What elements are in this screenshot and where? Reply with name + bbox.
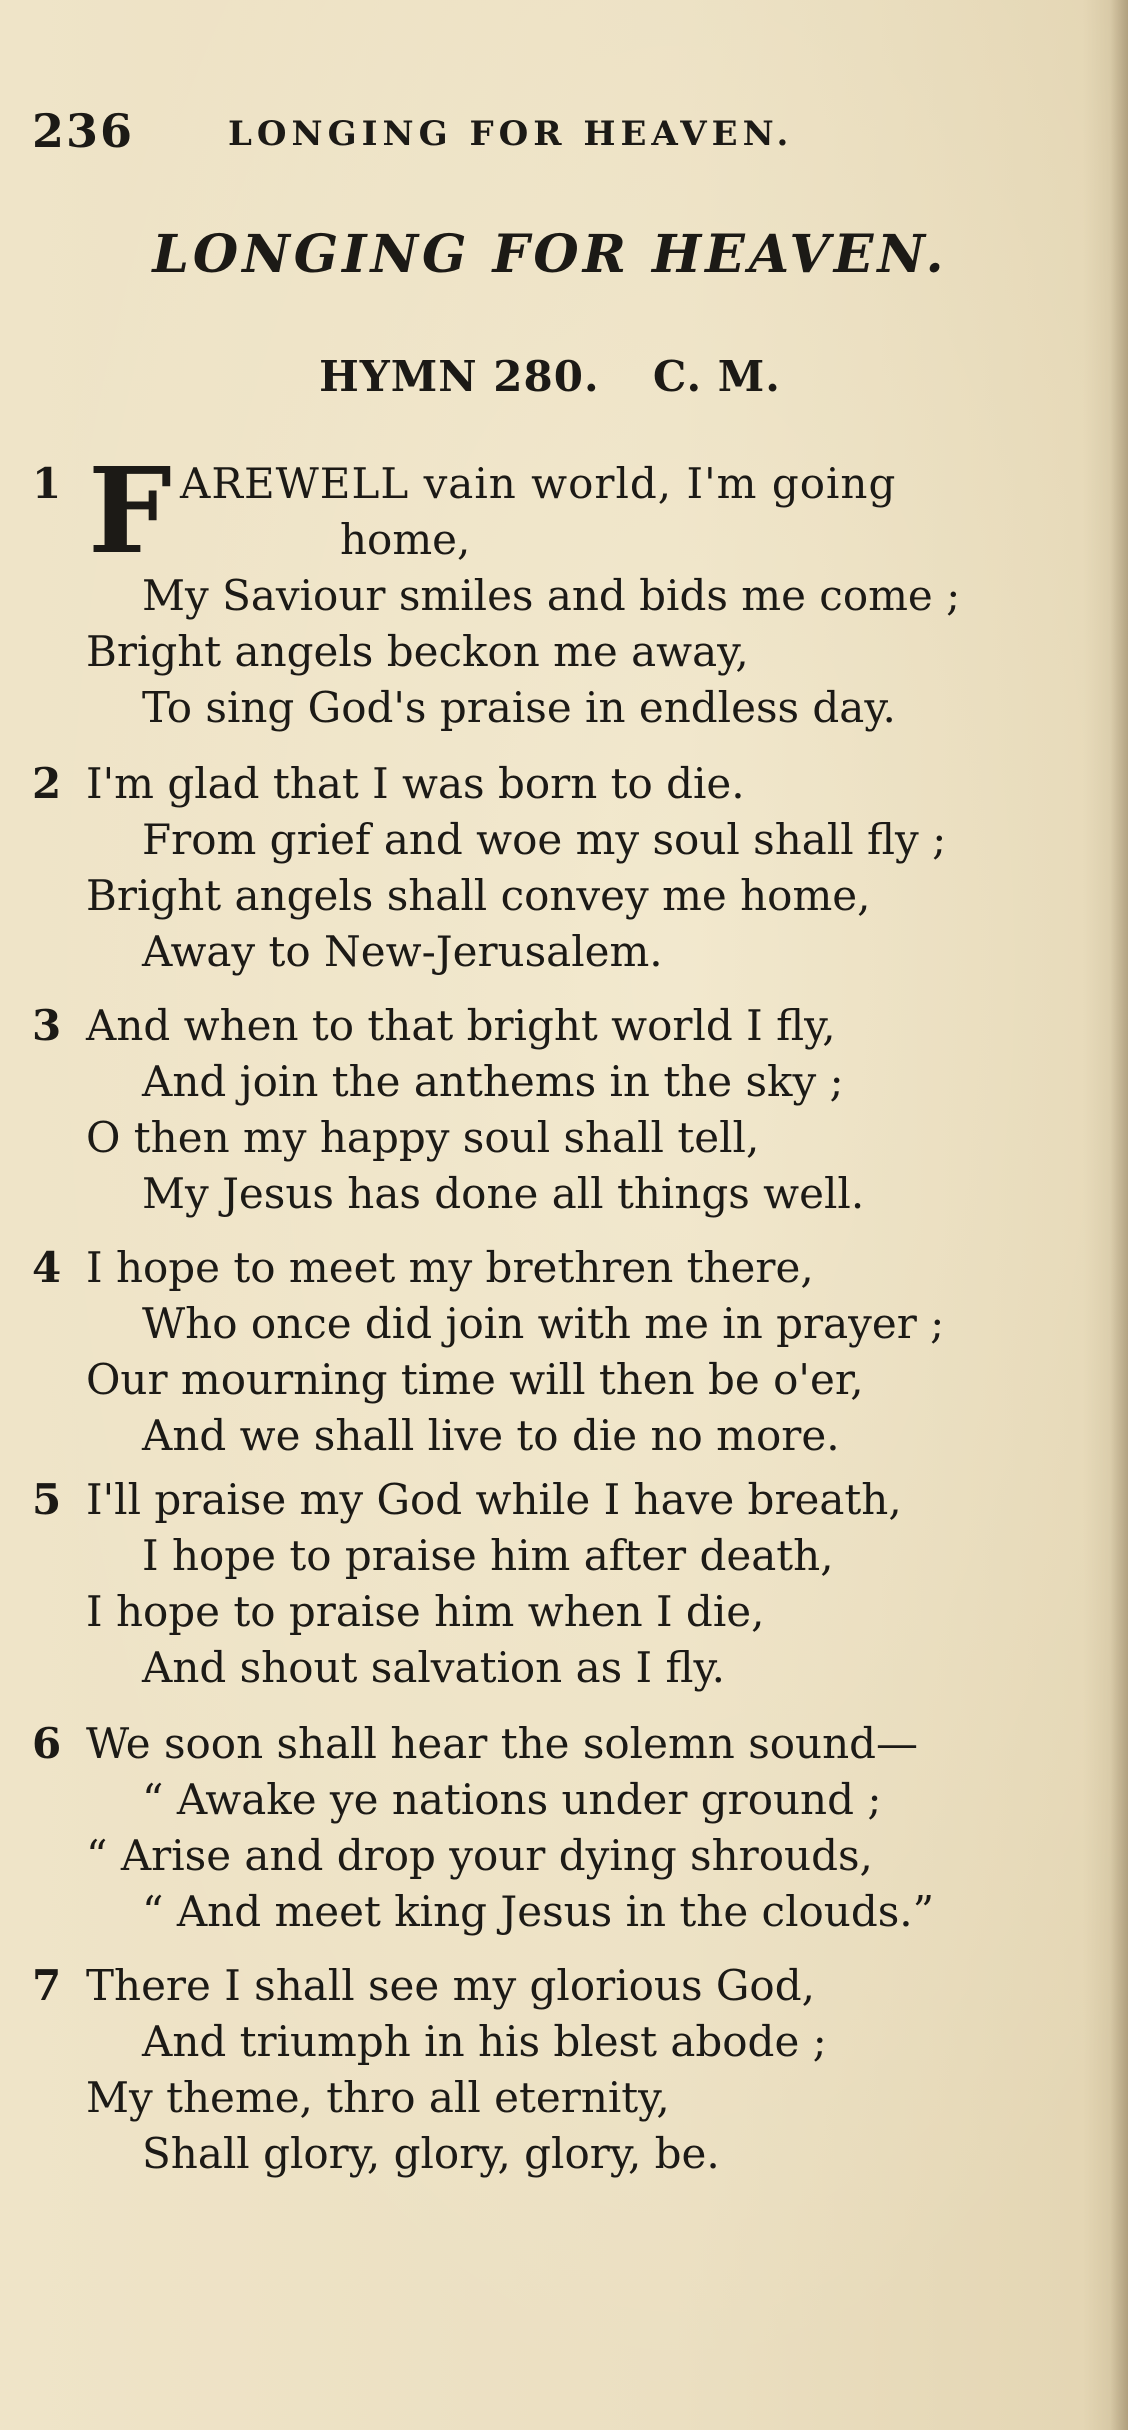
verse-number: 4 [32, 1243, 62, 1292]
section-title: LONGING FOR HEAVEN. [152, 224, 948, 285]
verse-line: home, [340, 515, 471, 564]
verse-line: Who once did join with me in prayer ; [142, 1299, 945, 1348]
hymn-heading [0, 352, 1100, 401]
verse-line: I hope to praise him when I die, [86, 1587, 765, 1636]
verse-line: “ Arise and drop your dying shrouds, [86, 1831, 873, 1880]
verse-line: O then my happy soul shall tell, [86, 1113, 760, 1162]
verse-line: We soon shall hear the solemn sound— [86, 1719, 919, 1768]
drop-cap: F [88, 441, 172, 580]
verse-line: There I shall see my glorious God, [86, 1961, 815, 2010]
verse-line: My Saviour smiles and bids me come ; [142, 571, 961, 620]
verse-line: And triumph in his blest abode ; [142, 2017, 827, 2066]
verse-number: 1 [32, 459, 62, 508]
verse-line: “ Awake ye nations under ground ; [142, 1775, 882, 1824]
verse-line: And when to that bright world I fly, [86, 1001, 836, 1050]
hymn-meter: C. M. [652, 352, 781, 401]
verse-line: Away to New-Jerusalem. [142, 927, 663, 976]
verse-number: 3 [32, 1001, 62, 1050]
verse-line: I hope to meet my brethren there, [86, 1243, 814, 1292]
verse-number: 2 [32, 759, 62, 808]
verse-line: Bright angels beckon me away, [86, 627, 749, 676]
verse-number: 7 [32, 1961, 62, 2010]
verse-line: “ And meet king Jesus in the clouds.” [142, 1887, 935, 1936]
running-title: LONGING FOR HEAVEN. [228, 114, 794, 154]
verse-number: 5 [32, 1475, 62, 1524]
hymn-number: HYMN 280. [319, 352, 600, 401]
verse-line: And join the anthems in the sky ; [142, 1057, 844, 1106]
verse-line: And we shall live to die no more. [142, 1411, 840, 1460]
verse-number: 6 [32, 1719, 62, 1768]
page-edge-shadow [1110, 0, 1128, 2430]
verse-line: I hope to praise him after death, [142, 1531, 834, 1580]
verse-line: My theme, thro all eternity, [86, 2073, 670, 2122]
verse-line: I'm glad that I was born to die. [86, 759, 745, 808]
page-number: 236 [32, 104, 135, 158]
verse-line: And shout salvation as I fly. [142, 1643, 725, 1692]
verse-line: Shall glory, glory, glory, be. [142, 2129, 720, 2178]
verse-line: Our mourning time will then be o'er, [86, 1355, 864, 1404]
verse-line: AREWELL vain world, I'm going [180, 459, 897, 508]
verse-line: I'll praise my God while I have breath, [86, 1475, 902, 1524]
verse-line: To sing God's praise in endless day. [142, 683, 896, 732]
running-header [32, 104, 1092, 164]
verse-line: Bright angels shall convey me home, [86, 871, 871, 920]
verse-line: My Jesus has done all things well. [142, 1169, 865, 1218]
verse-line: From grief and woe my soul shall fly ; [142, 815, 947, 864]
